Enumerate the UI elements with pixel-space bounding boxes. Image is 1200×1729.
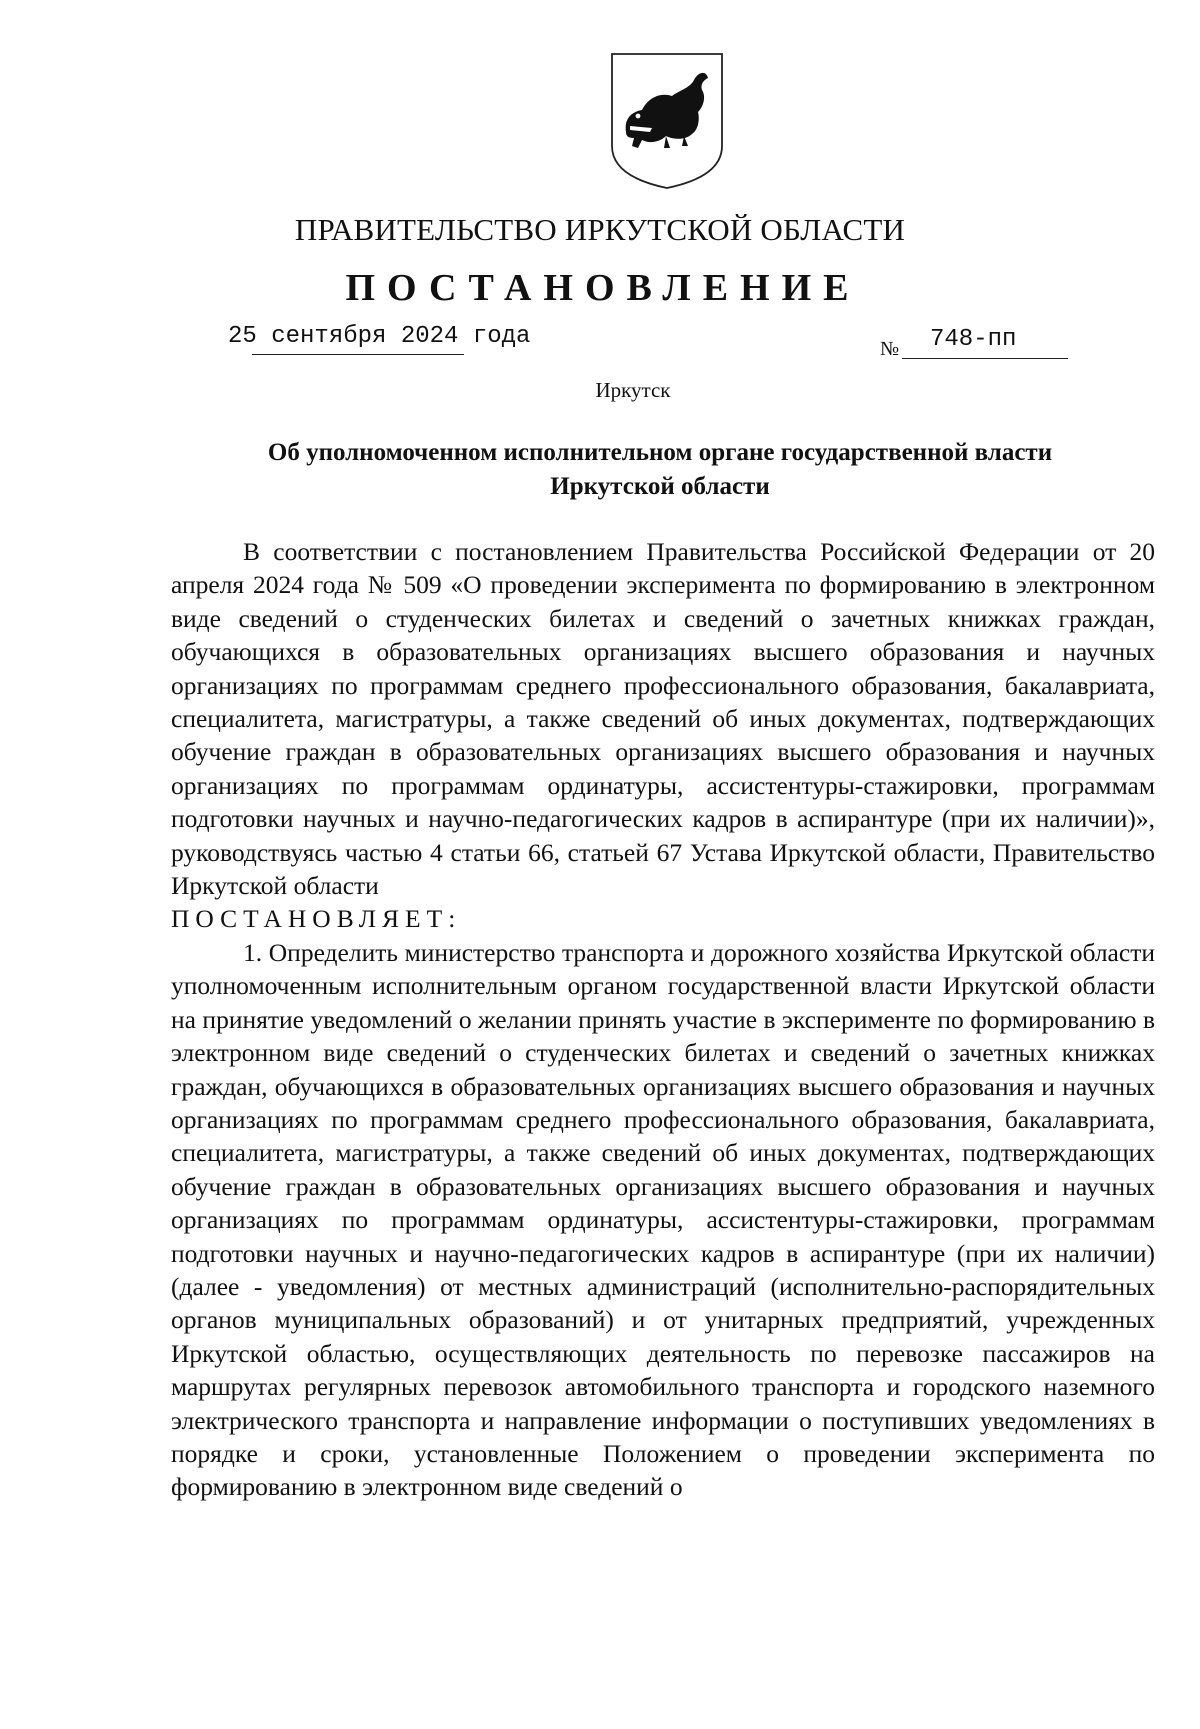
document-number: 748-пп xyxy=(930,326,1017,353)
subject-line-2: Иркутской области xyxy=(550,473,770,500)
document-body xyxy=(171,535,1155,1504)
date-suffix: года xyxy=(472,323,531,350)
document-date xyxy=(228,323,530,350)
decree-word: ПОСТАНОВЛЯЕТ: xyxy=(171,904,462,934)
date-underline xyxy=(252,354,464,355)
number-sign: № xyxy=(880,338,900,360)
subject-line-1: Об уполномоченном исполнительном органе государственной власти xyxy=(267,439,1053,466)
document-type: ПОСТАНОВЛЕНИЕ xyxy=(345,267,861,309)
organization-title: ПРАВИТЕЛЬСТВО ИРКУТСКОЙ ОБЛАСТИ xyxy=(294,212,906,247)
item-1-paragraph: 1. Определить министерство транспорта и дорожного хозяйства Иркутской области уполномоченным исполнительным органом государственной власти Иркутской области на принятие уведомлений о желании принять участие в эксперименте по формированию в электронном виде сведений о студенческих билетах и сведений о зачетных книжках граждан, обучающихся в образовательных организациях высшего образования и научных организациях по программам среднего профессионального образования, бакалавриата, специалитета, магистратуры, а также сведений об иных документах, подтверждающих обучение граждан в образовательных организациях высшего образования и научных организациях по программам ординатуры, ассистентуры-стажировки, программам подготовки научных и научно-педагогических кадров в аспирантуре (при их наличии) (далее - уведомления) от местных администраций (исполнительно-распорядительных органов муниципальных образований) и от унитарных предприятий, учрежденных Иркутской областью, осуществляющих деятельность по перевозке пассажиров на маршрутах регулярных перевозок автомобильного транспорта и городского наземного электрического транспорта и направление информации о поступивших уведомлениях в порядке и сроки, установленные Положением о проведении эксперимента по формированию в электронном виде сведений о xyxy=(171,937,1155,1502)
city: Иркутск xyxy=(595,378,671,402)
document-subject xyxy=(180,436,1140,504)
coat-of-arms-icon xyxy=(608,50,726,190)
date-value: 25 сентября 2024 xyxy=(228,323,459,350)
preamble-paragraph: В соответствии с постановлением Правительства Российской Федерации от 20 апреля 2024 года № 509 «О проведении эксперимента по формированию в электронном виде сведений о студенческих билетах и сведений о зачетных книжках граждан, обучающихся в образовательных организациях высшего образования и научных организациях по программам среднего профессионального образования, бакалавриата, специалитета, магистратуры, а также сведений об иных документах, подтверждающих обучение граждан в образовательных организациях высшего образования и научных организациях по программам ординатуры, ассистентуры-стажировки, программам подготовки научных и научно-педагогических кадров в аспирантуре (при их наличии)», руководствуясь частью 4 статьи 66, статьей 67 Устава Иркутской области, Правительство Иркутской области xyxy=(171,537,1155,901)
number-underline xyxy=(902,358,1068,359)
